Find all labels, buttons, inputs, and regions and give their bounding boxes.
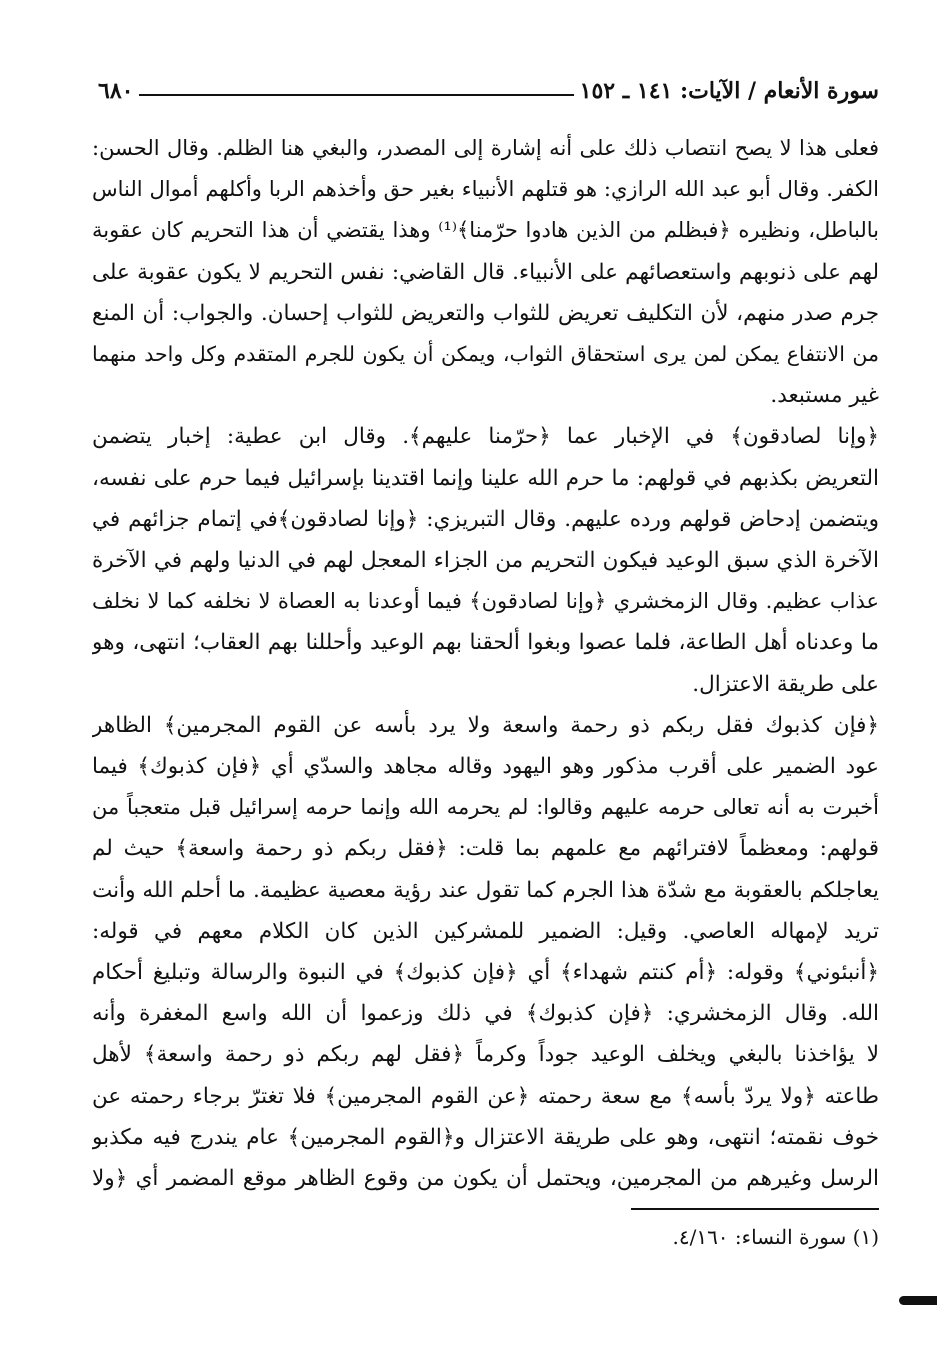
text-line: أخبرت به أنه تعالى حرمه عليهم وقالوا: لم يحرمه الله وإنما حرمه إسرائيل قبل متعجباً من [92,795,879,820]
paragraph-2 [92,416,879,704]
text-line: طاعته ﴿ولا يردّ بأسه﴾ مع سعة رحمته ﴿عن القوم المجرمين﴾ فلا تغترّ برجاء رحمته عن [92,1083,879,1109]
text-line: تريد لإمهاله العاصي. وقيل: الضمير للمشركين الذين كان الكلام معهم في قوله: [92,918,879,944]
text-line: من الانتفاع يمكن لمن يرى استحقاق الثواب، ويمكن أن يكون للجرم المتقدم وكل واحد منهما [92,342,879,367]
page-edge-mark [899,1296,937,1305]
text-line: قولهم: ومعظماً لافترائهم مع علمهم بما قلت: ﴿فقل ربكم ذو رحمة واسعة﴾ حيث لم [92,836,879,862]
paragraph-3 [92,705,879,1199]
text-line: لا يؤاخذنا بالبغي ويخلف الوعيد جوداً وكرماً ﴿فقل لهم ربكم ذو رحمة واسعة﴾ لأهل [92,1042,879,1068]
text-line: يعاجلكم بالعقوبة مع شدّة هذا الجرم كما تقول عند رؤية معصية عظيمة. ما أحلم الله وأنت [92,877,879,903]
footnote-divider [631,1208,879,1210]
text-line: ويتضمن إدحاض قولهم ورده عليهم. وقال التبريزي: ﴿وإنا لصادقون﴾في إتمام جزائهم في [92,506,879,532]
text-line: جرم صدر منهم، لأن التكليف تعريض للثواب والتعريض للثواب إحسان. والجواب: أن المنع [92,300,879,326]
running-title: سورة الأنعام / الآيات: ١٤١ ـ ١٥٢ [579,78,879,104]
header-rule [139,94,573,96]
text-line: عذاب عظيم. وقال الزمخشري ﴿وإنا لصادقون﴾ فيما أوعدنا به العصاة لا نخلفه كما لا نخلف [92,589,879,614]
page-header [92,62,879,102]
page-number: ٦٨٠ [98,78,134,104]
text-line: ﴿وإنا لصادقون﴾ في الإخبار عما ﴿حرّمنا عليهم﴾. وقال ابن عطية: إخبار يتضمن [92,424,879,450]
body-text [92,128,879,1199]
text-line: خوف نقمته؛ انتهى، وهو على طريقة الاعتزال و﴿القوم المجرمين﴾ عام يندرج فيه مكذبو [92,1124,879,1150]
text-line: بالباطل، ونظيره ﴿فبظلم من الذين هادوا حرّمنا﴾⁽¹⁾ وهذا يقتضي أن هذا التحريم كان عقوبة [92,218,879,243]
text-line: لهم على ذنوبهم واستعصائهم على الأنبياء. قال القاضي: نفس التحريم لا يكون عقوبة على [92,259,879,285]
text-line: غير مستبعد. [770,383,879,409]
paragraph-1 [92,128,879,416]
text-line: ﴿أنبئوني﴾ وقوله: ﴿أم كنتم شهداء﴾ أي ﴿فإن كذبوك﴾ في النبوة والرسالة وتبليغ أحكام [92,960,879,986]
text-line: عود الضمير على أقرب مذكور وهو اليهود وقاله مجاهد والسدّي أي ﴿فإن كذبوك﴾ فيما [92,754,879,780]
text-line: فعلى هذا لا يصح انتصاب ذلك على أنه إشارة إلى المصدر، والبغي هنا الظلم. وقال الحسن: [92,136,879,160]
text-line: الكفر. وقال أبو عبد الله الرازي: هو قتلهم الأنبياء بغير حق وأخذهم الربا وأكلهم أموال الناس [92,177,879,202]
text-line: ما وعدناه أهل الطاعة، فلما عصوا وبغوا ألحقنا بهم الوعيد وأحللنا بهم العقاب؛ انتهى، وهو [92,630,879,656]
text-line: على طريقة الاعتزال. [692,671,879,697]
text-line: الآخرة الذي سبق الوعيد فيكون التحريم من الجزاء المعجل لهم في الدنيا ولهم في الآخرة [92,548,879,574]
text-line: التعريض بكذبهم في قولهم: ما حرم الله علينا وإنما اقتدينا بإسرائيل فيما حرم على نفسه، [92,465,879,491]
footnote: (١) سورة النساء: ٤/١٦٠. [672,1225,879,1249]
text-line: الرسل وغيرهم من المجرمين، ويحتمل أن يكون من وقوع الظاهر موقع المضمر أي ﴿ولا [92,1166,879,1192]
text-line: الله. وقال الزمخشري: ﴿فإن كذبوك﴾ في ذلك وزعموا أن الله واسع المغفرة وأنه [92,1001,879,1027]
text-line: ﴿فإن كذبوك فقل ربكم ذو رحمة واسعة ولا يرد بأسه عن القوم المجرمين﴾ الظاهر [92,712,879,738]
